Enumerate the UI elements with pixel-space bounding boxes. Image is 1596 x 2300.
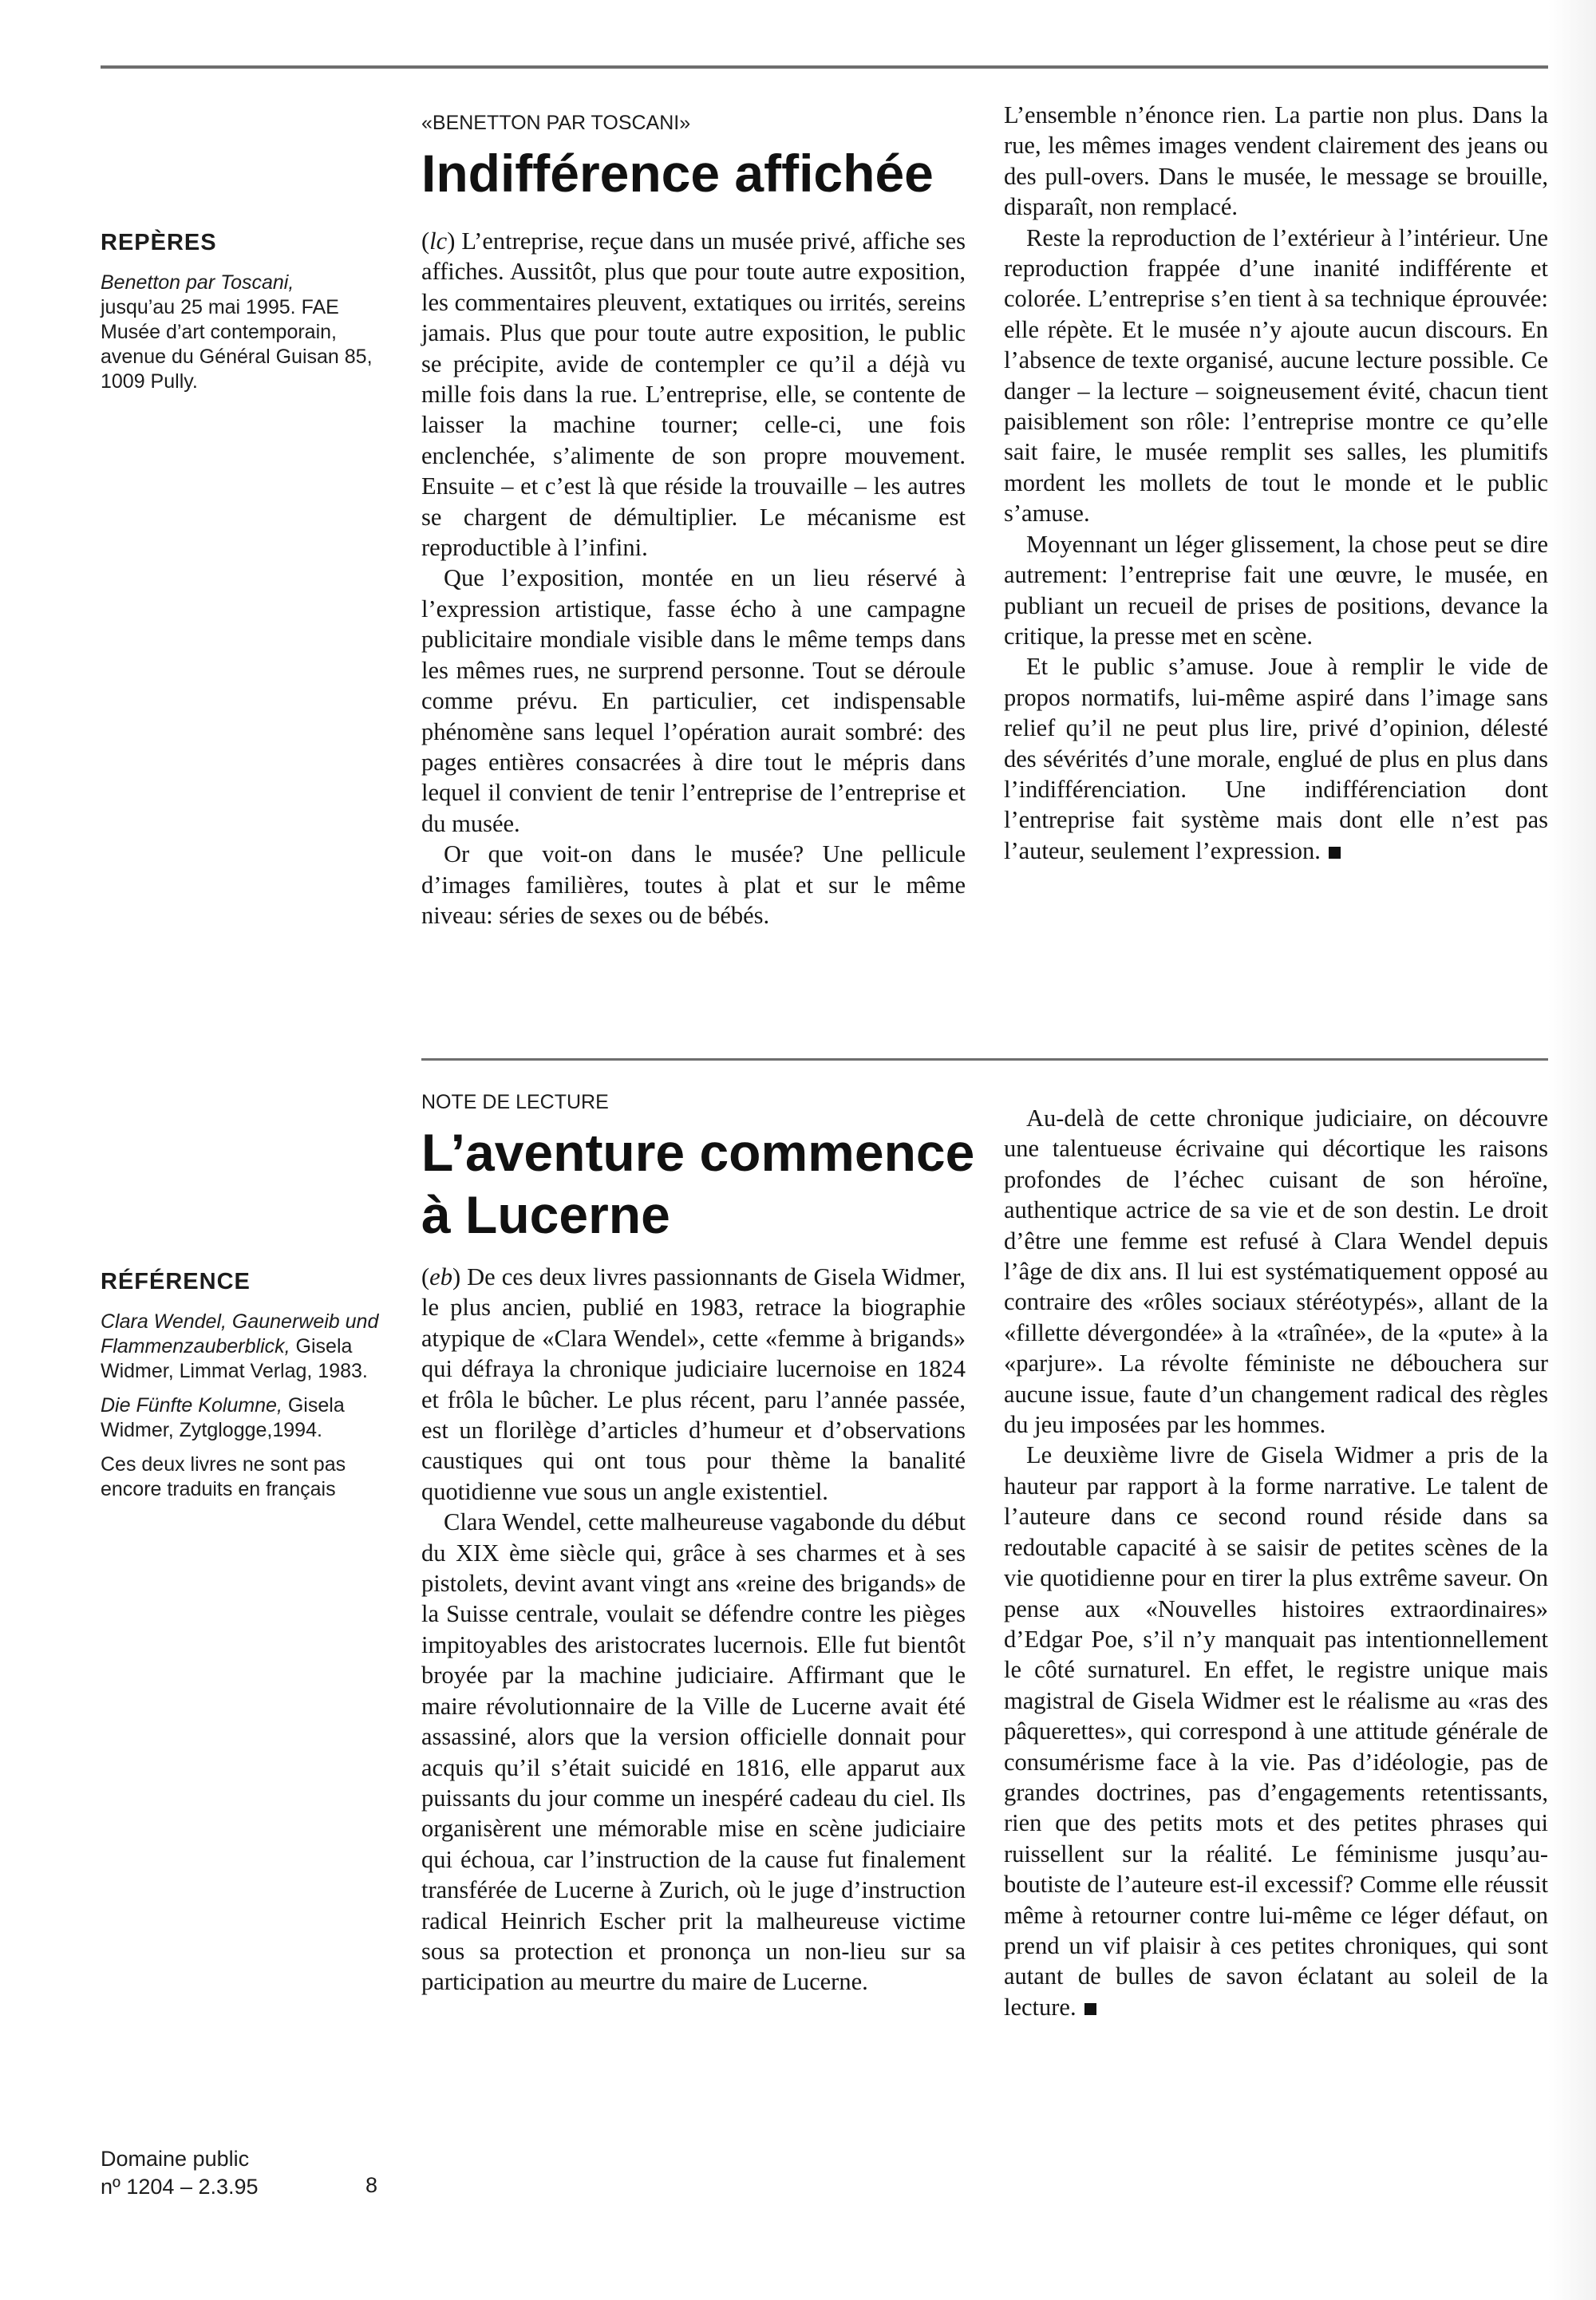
book1-title: Clara Wendel, Gaunerweib und Flammenzauberblick,: [101, 1310, 379, 1357]
article1-paragraph-4: L’ensemble n’énonce rien. La partie non plus. Dans la rue, les mêmes images vendent clairement des jeans ou des pull-overs. Dans le musée, le message se brouille, disparaît, non remplacé.: [1004, 101, 1548, 221]
article1-kicker: «BENETTON PAR TOSCANI»: [421, 112, 691, 134]
article-divider: [421, 1058, 1548, 1061]
reperes-sidebar: [101, 230, 388, 404]
book1-details: Gisela Widmer, Limmat Verlag, 1983.: [101, 1335, 368, 1382]
page-edge-shadow: [1548, 0, 1596, 2300]
article2-column-1: [421, 1262, 966, 1998]
article1-paragraph-2: Que l’exposition, montée en un lieu réservé à l’expression artistique, fasse écho à une campagne publicitaire mondiale visible dans le même temps dans les mêmes rues, ne surprend personne. Tout se déroule comme prévu. En particulier, cet indispensable phénomène sans lequel l’opération aurait sombré: des pages entières consacrées à dire tout le mépris dans lequel il convient de tenir l’entreprise de l’entreprise et du musée.: [421, 564, 966, 837]
article1-paragraph-3: Or que voit-on dans le musée? Une pellicule d’images familières, toutes à plat et sur le même niveau: séries de sexes ou de bébés.: [421, 840, 966, 929]
reference-book-2: [101, 1393, 388, 1443]
article2-headline: L’aventure commence à Lucerne: [421, 1123, 975, 1244]
footer: [101, 2145, 259, 2201]
page-number: 8: [365, 2173, 378, 2197]
article2-paragraph-1: (eb) De ces deux livres passionnants de Gisela Widmer, le plus ancien, publié en 1983, retrace la biographie atypique de «Clara Wendel», cette «femme à brigands» qui défraya la chronique judiciaire lucernoise en 1824 et frôla le bûcher. Le plus récent, paru l’année passée, est un florilège d’articles d’humeur et d’observations caustiques qui ont tous pour thème la banalité quotidienne vue sous un angle existentiel.: [421, 1263, 966, 1505]
article1-paragraph-1: (lc) L’entreprise, reçue dans un musée privé, affiche ses affiches. Aussitôt, plus que pour toute autre exposition, les commentaires pleuvent, extatiques ou irrités, sereins jamais. Plus que pour toute autre exposition, le public se précipite, avide de contempler ce qu’il a déjà vu mille fois dans la rue. L’entreprise, elle, se contente de laisser la machine tourner; celle-ci, une fois enclenchée, s’alimente de son propre mouvement. Ensuite – et c’est là que réside la trouvaille – les autres se chargent de démultiplier. Le mécanisme est reproductible à l’infini.: [421, 227, 966, 562]
article1-paragraph-7: Et le public s’amuse. Joue à remplir le vide de propos normatifs, lui-même aspiré dans l’image sans relief qu’il ne peut plus lire, privé d’opinion, délesté des sévérités d’une morale, englué de plus en plus dans l’indifférenciation. Une indifférenciation dont l’entreprise fait système mais dont elle n’est pas l’auteur, seulement l’expression.: [1004, 653, 1548, 864]
reference-sidebar: [101, 1269, 388, 1512]
article1-column-2: [1004, 100, 1548, 866]
article2-paragraph-4: Le deuxième livre de Gisela Widmer a pris de la hauteur par rapport à la forme narrative. Le talent de l’auteure dans ce second round réside dans sa redoutable capacité à se saisir de petites scènes de la vie quotidienne pour en tirer la plus extrême saveur. On pense aux «Nouvelles histoires extraordinaires» d’Edgar Poe, s’il n’y manquait pas intentionnellement le côté surnaturel. En effet, le registre unique mais magistral de Gisela Widmer est le réalisme au «ras des pâquerettes», qui correspond à une attitude générale de consumérisme face à la vie. Pas d’idéologie, pas de grandes doctrines, pas d’engagements retentissants, rien que des petits mots et des petites phrases qui ruissellent sur la réalité. Le féminisme jusqu’au-boutiste de l’auteure est-il excessif? Comme elle réussit même à retourner contre lui-même ce léger défaut, on prend un vif plaisir à ces petites chroniques, qui sont autant de bulles de savon éclatant au soleil de la lecture.: [1004, 1441, 1548, 2021]
reference-heading: RÉFÉRENCE: [101, 1269, 251, 1294]
article2-author-initials: eb: [429, 1263, 452, 1290]
exhibition-title: Benetton par Toscani,: [101, 271, 294, 294]
article1-headline: Indifférence affichée: [421, 144, 934, 203]
reperes-heading: REPÈRES: [101, 230, 217, 255]
article1-paragraph-5: Reste la reproduction de l’extérieur à l’intérieur. Une reproduction frappée d’une inanité indifférente et colorée. L’entreprise s’en tient à sa technique éprouvée: elle répète. Et le musée n’y ajoute aucun discours. En l’absence de texte organisé, aucune lecture possible. Ce danger – la lecture – soigneusement évité, chacun tient paisiblement son rôle: l’entreprise montre ce qu’elle sait faire, le musée remplit ses salles, les plumitifs mordent les mollets de tout le monde et le public s’amuse.: [1004, 223, 1548, 528]
article2-paragraph-2: Clara Wendel, cette malheureuse vagabonde du début du XIX ème siècle qui, grâce à ses charmes et à ses pistolets, devint avant vingt ans «reine des brigands» de la Suisse centrale, voulait se défendre contre les pièges impitoyables des aristocrates lucernois. Elle fut bientôt broyée par la machine judiciaire. Affirmant que le maire révolutionnaire de la Ville de Lucerne avait été assassiné, alors que la version officielle donnait pour acquis qu’il s’était suicidé en 1816, elle apparut aux puissants du jour comme un inespéré cadeau du ciel. Ils organisèrent une mémorable mise en scène judiciaire qui échoua, car l’instruction de la cause fut finalement transférée de Lucerne à Zurich, où le juge d’instruction radical Heinrich Escher prit la malheureuse victime sous sa protection et prononça un non-lieu sur sa participation au meurtre du maire de Lucerne.: [421, 1508, 966, 1996]
reperes-text: [101, 271, 388, 394]
article1-column-1: [421, 226, 966, 931]
exhibition-details: jusqu’au 25 mai 1995. FAE Musée d’art contemporain, avenue du Général Guisan 85, 1009 Pully.: [101, 296, 373, 393]
reference-note: Ces deux livres ne sont pas encore traduits en français: [101, 1453, 346, 1500]
article2-kicker: NOTE DE LECTURE: [421, 1091, 609, 1113]
book2-title: Die Fünfte Kolumne,: [101, 1394, 282, 1417]
top-rule: [101, 65, 1548, 69]
issue-info: nº 1204 – 2.3.95: [101, 2175, 259, 2199]
article1-author-initials: lc: [429, 227, 448, 255]
end-mark-icon: [1329, 847, 1341, 859]
end-mark-icon: [1084, 2003, 1096, 2015]
article2-column-2: [1004, 1103, 1548, 2022]
book2-details: Gisela Widmer, Zytglogge,1994.: [101, 1394, 345, 1441]
reference-book-1: [101, 1310, 388, 1384]
article2-paragraph-3: Au-delà de cette chronique judiciaire, on découvre une talentueuse écrivaine qui décortique les raisons profondes de l’échec cuisant de son héroïne, authentique actrice de sa vie et de son destin. Le droit d’être une femme est refusé à Clara Wendel depuis l’âge de dix ans. Il lui est systématiquement opposé au contraire des «rôles sociaux stéréotypés», allant de la «fillette dévergondée» à la «traînée», de la «pute» à la «parjure». La révolte féministe ne débouchera sur aucune issue, faute d’un changement radical des règles du jeu imposées par les hommes.: [1004, 1105, 1548, 1439]
publication-name: Domaine public: [101, 2147, 250, 2171]
article1-paragraph-6: Moyennant un léger glissement, la chose peut se dire autrement: l’entreprise fait une œuvre, le musée, en publiant un recueil de prises de positions, devance la critique, la presse met en scène.: [1004, 530, 1548, 650]
